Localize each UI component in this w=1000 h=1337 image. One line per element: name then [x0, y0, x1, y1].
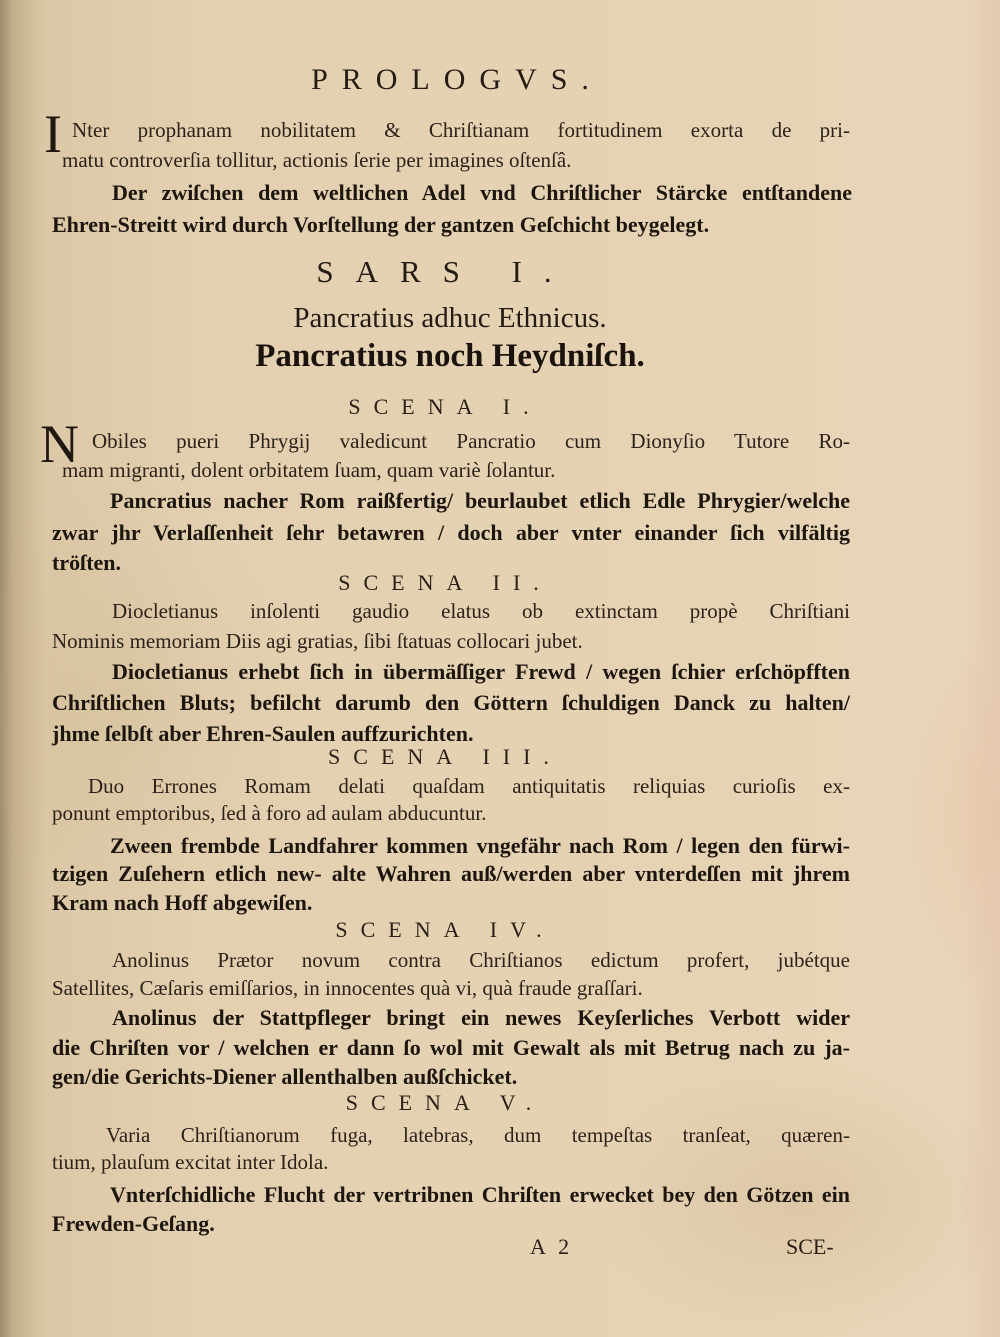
- scene-latin-line: Satellites, Cæſaris emiſſarios, in innocentes quà vi, quà fraude graſſari.: [52, 976, 643, 1000]
- scene-german-line: Vnterſchidliche Flucht der vertribnen Chriſten erwecket bey den Götzen ein: [110, 1182, 850, 1207]
- scene-german-line: Diocletianus erhebt ſich in übermäſſiger Frewd / wegen ſchier erſchöpfften: [112, 659, 850, 684]
- drop-cap: I: [44, 104, 62, 164]
- scene-heading: SCENA IV.: [335, 917, 555, 942]
- page-title: PROLOGVS.: [311, 63, 603, 96]
- scene-german-line: Frewden-Geſang.: [52, 1211, 215, 1236]
- scene-german-line: zwar jhr Verlaſſenheit ſehr betawren / doch aber vnter einander ſich vilfältig: [52, 520, 850, 545]
- scene-latin-line: tium, plauſum excitat inter Idola.: [52, 1150, 329, 1174]
- scene-latin-line: Diocletianus inſolenti gaudio elatus ob extinctam propè Chriſtiani: [112, 599, 850, 623]
- scene-latin-line: ponunt emptoribus, ſed à foro ad aulam abducuntur.: [52, 801, 487, 825]
- scene-german-line: gen/die Gerichts-Diener allenthalben außſchicket.: [52, 1064, 518, 1089]
- scene-latin-line: Varia Chriſtianorum fuga, latebras, dum tempeſtas tranſeat, quæren-: [106, 1123, 850, 1147]
- scene-latin-line: mam migranti, dolent orbitatem ſuam, quam variè ſolantur.: [62, 458, 556, 482]
- scene-german-line: Anolinus der Stattpfleger bringt ein newes Keyſerliches Verbott wider: [112, 1005, 850, 1030]
- scene-german-line: Kram nach Hoff abgewiſen.: [52, 890, 313, 915]
- drop-cap: N: [40, 414, 79, 474]
- scene-german-line: jhme ſelbſt aber Ehren-Saulen auffzurichten.: [52, 721, 474, 746]
- prologue-latin-line: Nter prophanam nobilitatem & Chriſtianam fortitudinem exorta de pri-: [72, 118, 850, 142]
- scene-heading: SCENA V.: [345, 1090, 545, 1115]
- prologue-german-line: Der zwiſchen dem weltlichen Adel vnd Chriſtlicher Stärcke entſtandene: [112, 180, 852, 205]
- scene-german-line: die Chriſten vor / welchen er dann ſo wol mit Gewalt als mit Betrug nach zu ja-: [52, 1035, 850, 1060]
- scene-german-line: Zween frembde Landfahrer kommen vngefähr nach Rom / legen den fürwi-: [110, 833, 850, 858]
- catchword: SCE-: [786, 1234, 834, 1259]
- part-heading: SARS I.: [316, 254, 574, 289]
- scene-german-line: tzigen Zuſehern etlich new- alte Wahren auß/werden aber vnterdeſſen mit jhrem: [52, 861, 850, 886]
- scene-german-line: tröſten.: [52, 550, 122, 575]
- scene-heading: SCENA II.: [338, 570, 552, 595]
- part-subtitle-german: Pancratius noch Heydniſch.: [255, 338, 645, 374]
- signature-mark: A 2: [530, 1234, 574, 1259]
- scene-latin-line: Anolinus Prætor novum contra Chriſtianos edictum profert, jubétque: [112, 948, 850, 972]
- scene-german-line: Chriſtlichen Bluts; befilcht darumb den Göttern ſchuldigen Danck zu halten/: [52, 690, 850, 715]
- scene-latin-line: Nominis memoriam Diis agi gratias, ſibi ſtatuas collocari jubet.: [52, 629, 583, 653]
- scene-heading: SCENA III.: [328, 744, 562, 769]
- scene-german-line: Pancratius nacher Rom raißfertig/ beurlaubet etlich Edle Phrygier/welche: [110, 488, 850, 513]
- part-subtitle-latin: Pancratius adhuc Ethnicus.: [293, 302, 607, 334]
- scene-heading: SCENA I.: [348, 394, 542, 419]
- scene-latin-line: Duo Errones Romam delati quaſdam antiquitatis reliquias curioſis ex-: [88, 774, 850, 798]
- scene-latin-line: Obiles pueri Phrygij valedicunt Pancratio cum Dionyſio Tutore Ro-: [92, 429, 850, 453]
- prologue-latin-line: matu controverſia tollitur, actionis ſerie per imagines oſtenſâ.: [62, 148, 572, 172]
- prologue-german-line: Ehren-Streitt wird durch Vorſtellung der gantzen Geſchicht beygelegt.: [52, 212, 710, 237]
